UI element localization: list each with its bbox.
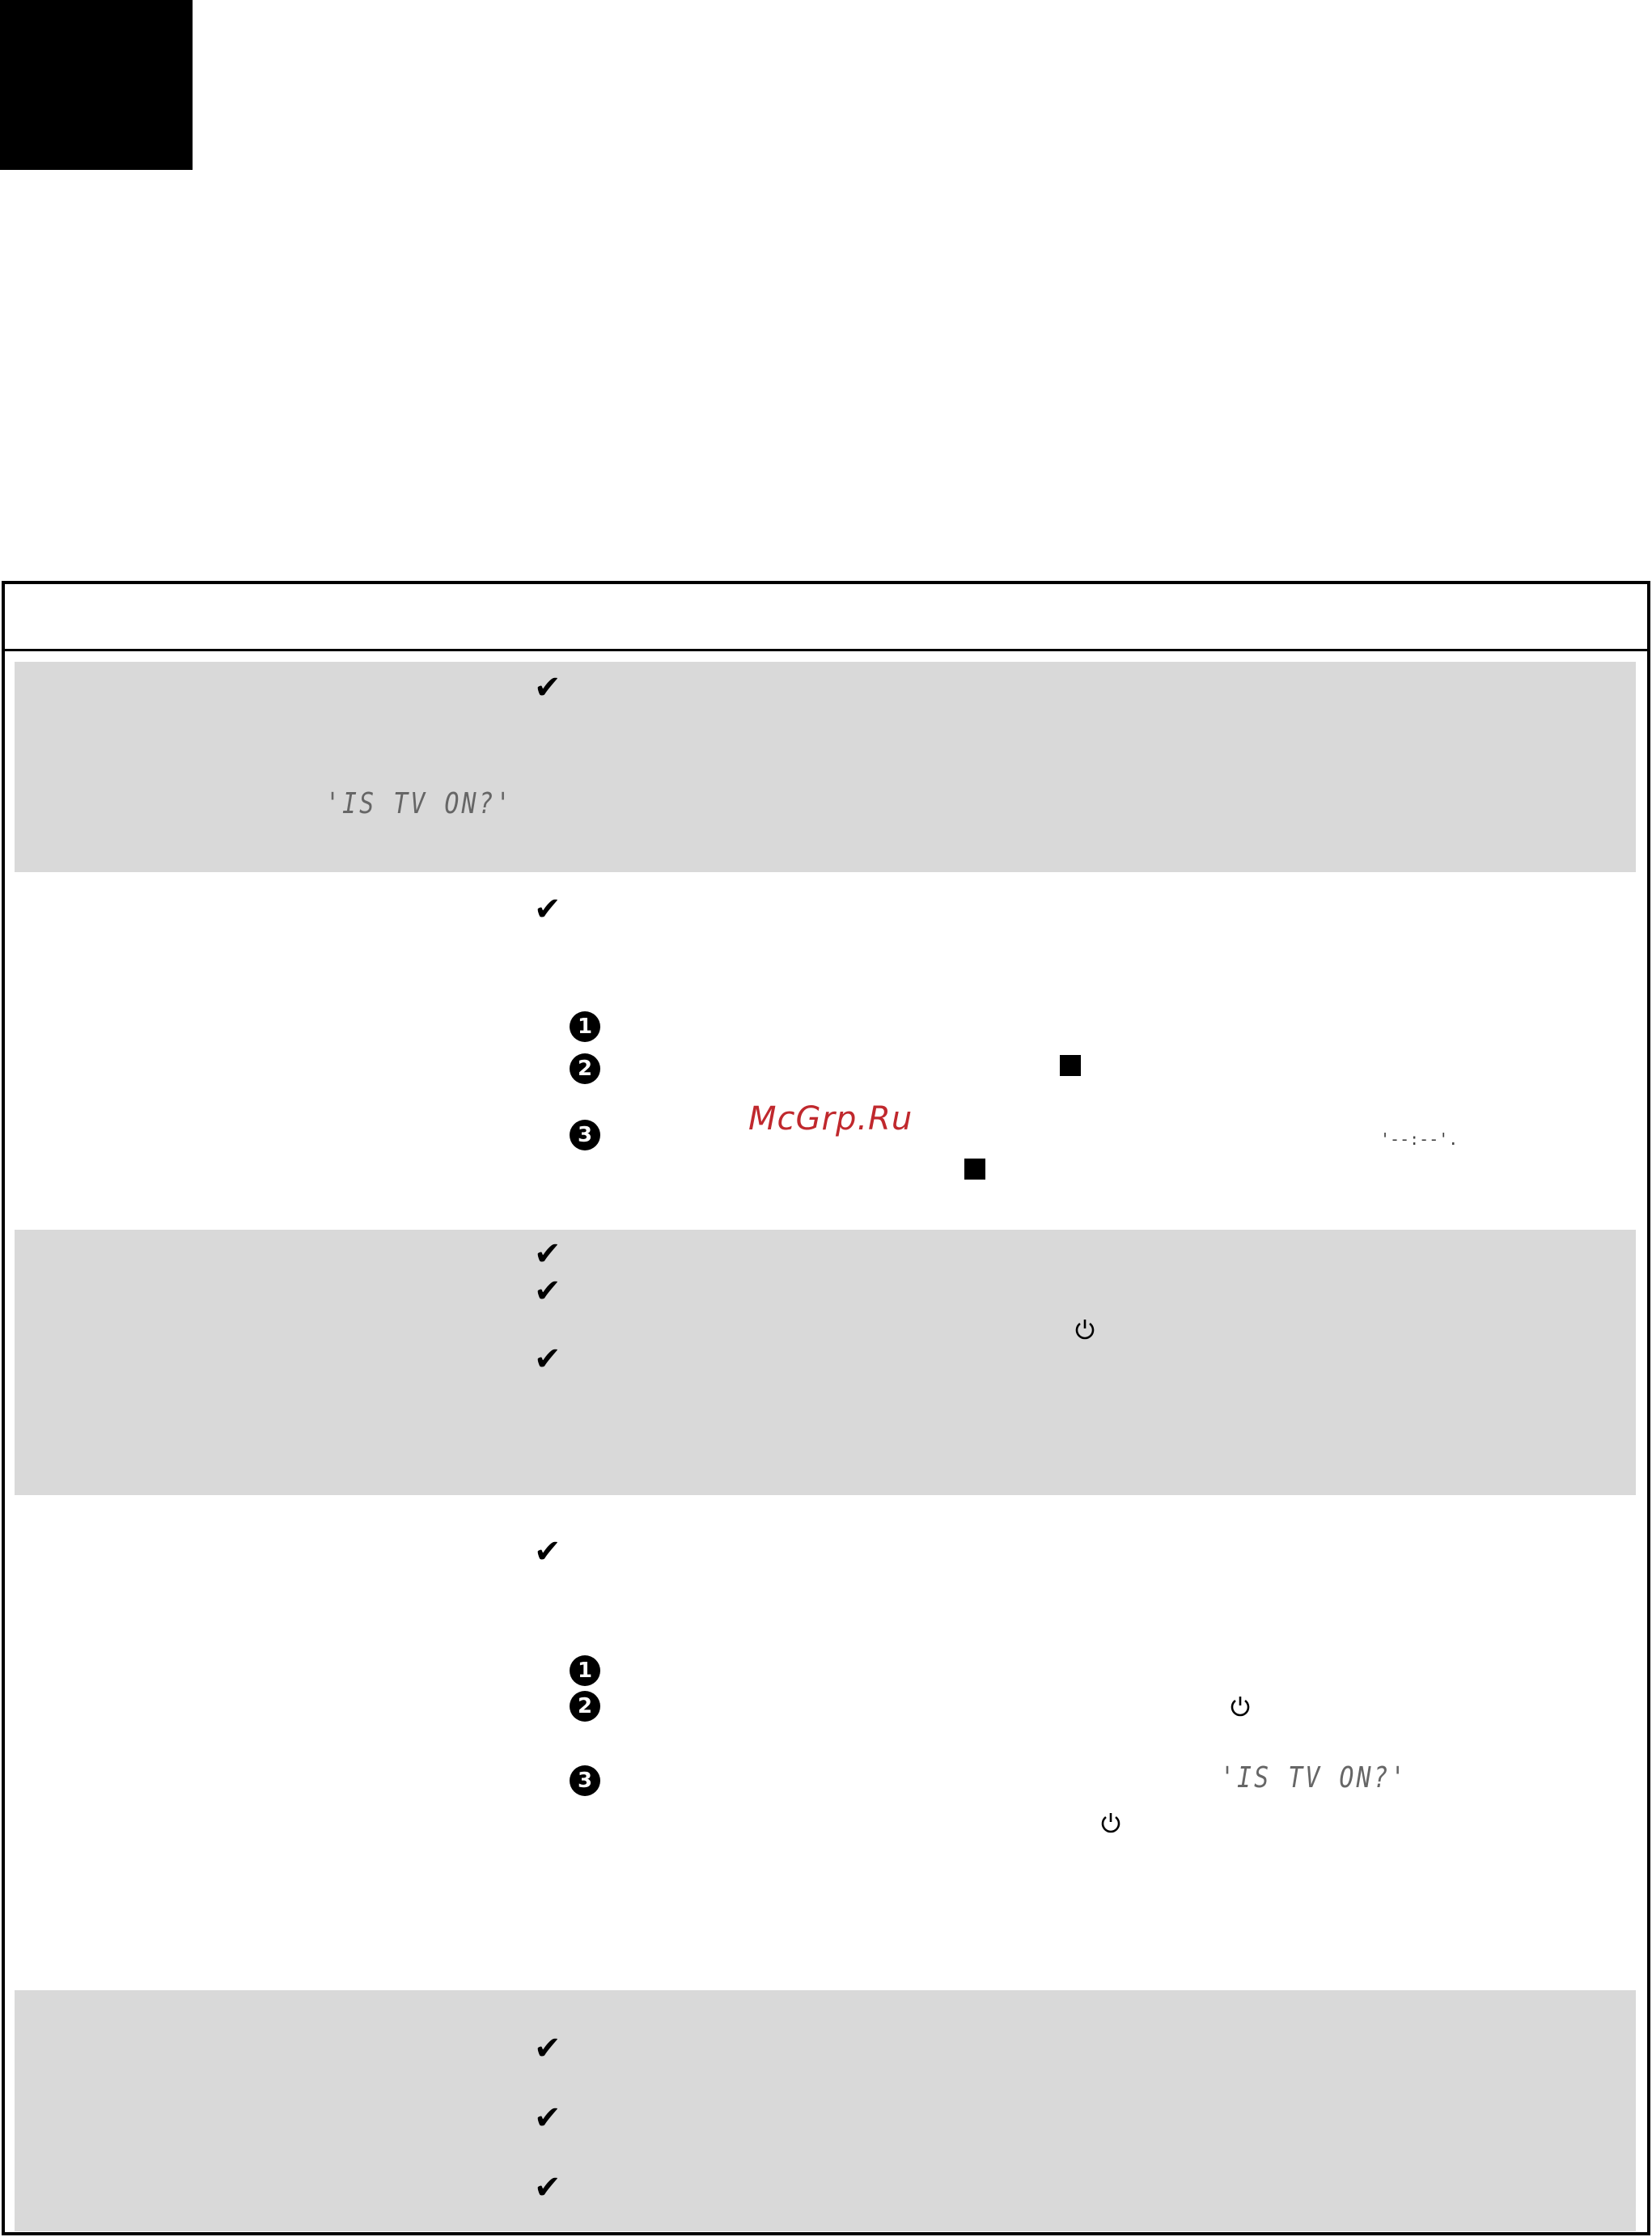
table-row-3-band	[15, 1230, 1636, 1495]
check-icon: ✔	[534, 1533, 561, 1570]
check-icon: ✔	[534, 2099, 561, 2137]
check-icon: ✔	[534, 1235, 561, 1273]
display-readout: '--:--'.	[1380, 1129, 1459, 1149]
step-1-icon: 1	[570, 1011, 600, 1042]
step-1-icon: 1	[570, 1655, 600, 1686]
step-2-icon: 2	[570, 1691, 600, 1722]
check-icon: ✔	[534, 891, 561, 928]
stop-square-icon	[1060, 1055, 1081, 1076]
table-row-5-band	[15, 1990, 1636, 2231]
check-icon: ✔	[534, 669, 561, 706]
header-rule	[5, 649, 1647, 651]
stop-square-icon	[964, 1159, 985, 1180]
check-icon: ✔	[534, 1341, 561, 1378]
display-readout: 'IS TV ON?'	[325, 786, 513, 821]
step-2-icon: 2	[570, 1053, 600, 1084]
power-icon	[1073, 1317, 1097, 1341]
step-3-icon: 3	[570, 1765, 600, 1796]
check-icon: ✔	[534, 1273, 561, 1310]
step-3-icon: 3	[570, 1120, 600, 1150]
watermark: McGrp.Ru	[748, 1100, 913, 1138]
check-icon: ✔	[534, 2030, 561, 2067]
power-icon	[1228, 1694, 1252, 1718]
table-row-1-band	[15, 662, 1636, 872]
page-tab-block	[0, 0, 193, 170]
power-icon	[1099, 1811, 1123, 1835]
display-readout: 'IS TV ON?'	[1220, 1760, 1408, 1795]
check-icon: ✔	[534, 2169, 561, 2206]
